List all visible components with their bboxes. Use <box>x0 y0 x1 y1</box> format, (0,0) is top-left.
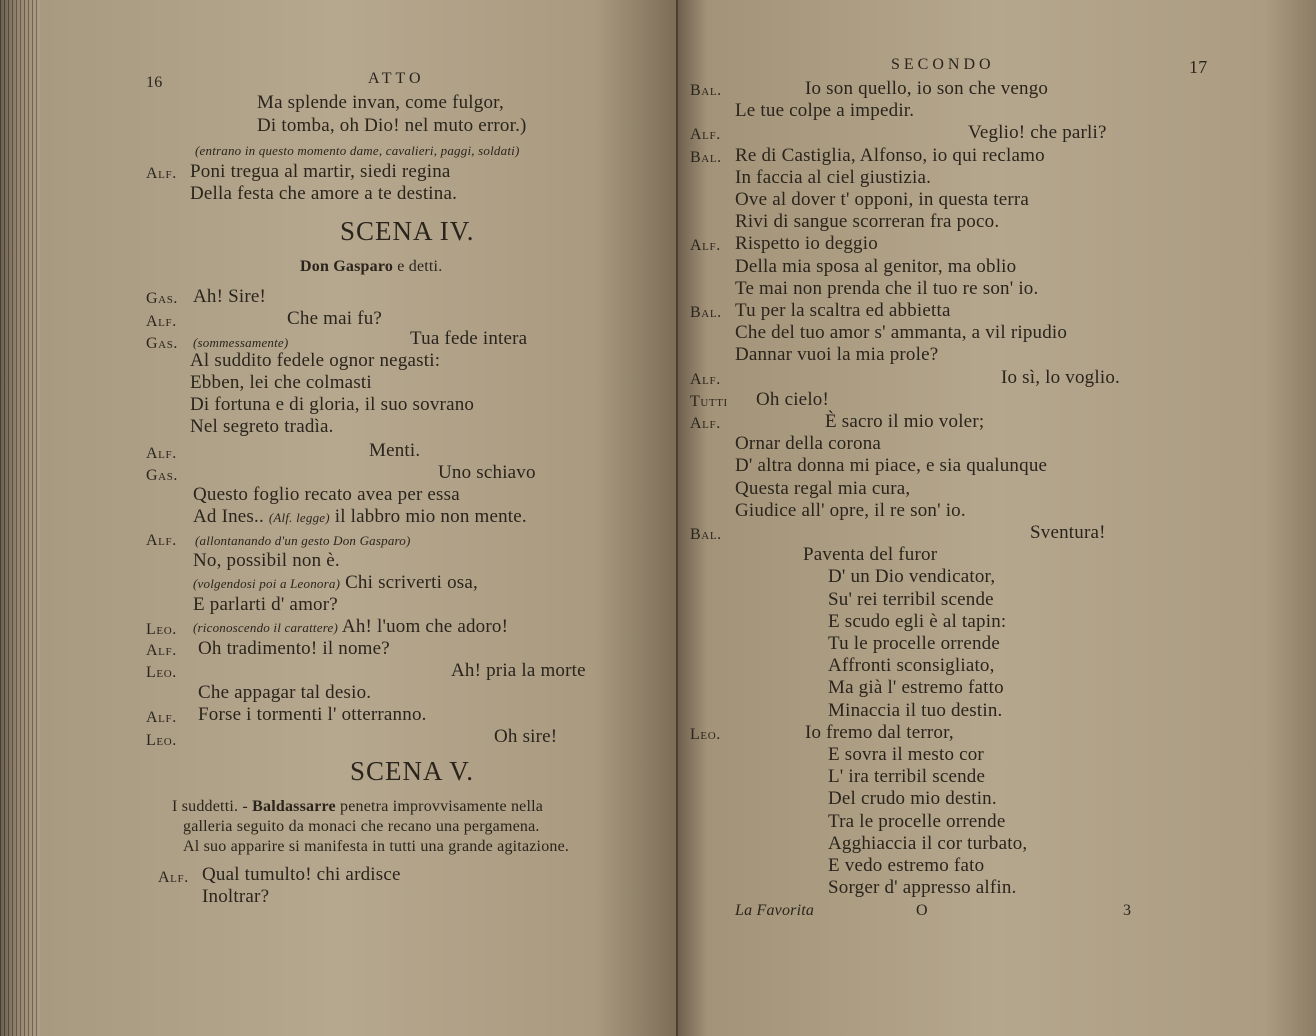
verse-line: Ma splende invan, come fulgor, <box>257 92 504 113</box>
speaker: Gas. <box>146 290 179 307</box>
speaker: Alf. <box>146 165 177 182</box>
cast-name: Don Gasparo <box>300 258 394 275</box>
verse-line: D' altra donna mi piace, e sia qualunque <box>735 455 1048 477</box>
scene-description: galleria seguito da monaci che recano una pergamena. <box>183 818 540 835</box>
stage-direction: (volgendosi poi a Leonora) <box>193 576 341 591</box>
cast-rest: e detti. <box>397 258 443 275</box>
speaker: Gas. <box>146 467 179 484</box>
verse-line: Ma già l' estremo fatto <box>828 677 1004 699</box>
verse-line: E vedo estremo fato <box>828 855 985 876</box>
speaker: Gas. <box>146 335 179 352</box>
desc-fragment: penetra improvvisamente nella <box>340 798 544 815</box>
speaker: Leo. <box>146 732 177 749</box>
verse-line: Questo foglio recato avea per essa <box>193 484 460 505</box>
verse-line: E scudo egli è al tapin: <box>828 610 1007 632</box>
verse-line: Le tue colpe a impedir. <box>735 100 915 122</box>
verse-line: Tra le procelle orrende <box>828 810 1006 832</box>
verse-line: Della mia sposa al genitor, ma oblio <box>735 255 1017 277</box>
verse-line: In faccia al ciel giustizia. <box>735 166 932 188</box>
page-number: 16 <box>146 74 163 91</box>
verse-line: Su' rei terribil scende <box>828 588 994 610</box>
verse-line: Sorger d' appresso alfin. <box>828 877 1017 899</box>
verse-line: Al suddito fedele ognor negasti: <box>190 350 441 371</box>
speaker: Alf. <box>146 445 177 462</box>
speaker: Alf. <box>146 313 177 330</box>
verse-line: Agghiaccia il cor turbato, <box>828 832 1028 854</box>
signature-number: 3 <box>1123 902 1132 919</box>
scene-title: SCENA IV. <box>340 216 475 246</box>
verse-line: E sovra il mesto cor <box>828 744 984 765</box>
verse-line: Tu per la scaltra ed abbietta <box>735 300 951 321</box>
verse-line: E parlarti d' amor? <box>193 594 338 615</box>
scene-title: SCENA V. <box>350 756 475 786</box>
verse-line: Giudice all' opre, il re son' io. <box>735 499 966 521</box>
stage-direction: (sommessamente) <box>193 335 289 350</box>
verse-line: Nel segreto tradìa. <box>190 416 334 437</box>
running-head: SECONDO <box>891 56 995 73</box>
verse-line: No, possibil non è. <box>193 550 340 571</box>
page-edges <box>0 0 40 1036</box>
speaker: Bal. <box>690 82 722 99</box>
speaker: Alf. <box>690 415 721 432</box>
speaker: Leo. <box>146 621 177 638</box>
verse-line: Ornar della corona <box>735 433 882 455</box>
desc-fragment: I suddetti. - <box>172 798 248 815</box>
verse-fragment: Chi scriverti osa, <box>345 572 478 593</box>
verse-line: Io son quello, io son che vengo <box>805 78 1049 99</box>
verse-line: Tu le procelle orrende <box>828 633 1001 654</box>
speaker: Alf. <box>690 370 721 388</box>
verse-line: Te mai non prenda che il tuo re son' io. <box>735 277 1039 299</box>
verse-fragment: Ah! l'uom che adoro! <box>341 616 509 637</box>
verse-line: Affronti sconsigliato, <box>828 655 995 677</box>
speaker: Alf. <box>146 709 177 726</box>
verse-line: Di tomba, oh Dio! nel muto error.) <box>257 115 527 136</box>
verse-line: Paventa del furor <box>803 544 938 566</box>
right-page <box>678 0 1316 1036</box>
running-head: ATTO <box>368 70 425 87</box>
verse-line: Inoltrar? <box>202 886 270 907</box>
verse-line <box>193 616 508 639</box>
verse-line: Io sì, lo voglio. <box>1001 366 1120 388</box>
verse-line <box>193 572 478 595</box>
speaker: Leo. <box>146 664 177 681</box>
speaker: Bal. <box>690 148 722 166</box>
verse-line: Ah! pria la morte <box>451 660 586 681</box>
scene-cast <box>300 256 442 278</box>
verse-fragment: il labbro mio non mente. <box>334 506 527 527</box>
verse-line: Di fortuna e di gloria, il suo sovrano <box>190 394 475 415</box>
verse-fragment: Ad Ines.. <box>193 506 264 527</box>
verse-line: Minaccia il tuo destin. <box>828 699 1003 721</box>
verse-line: Della festa che amore a te destina. <box>190 183 458 204</box>
speaker: Leo. <box>690 725 721 743</box>
verse-line: Che appagar tal desio. <box>198 682 372 703</box>
character-name: Baldassarre <box>252 798 336 815</box>
verse-line: Oh cielo! <box>756 388 830 410</box>
speaker: Bal. <box>690 304 722 321</box>
verse-line: Rivi di sangue scorreran fra poco. <box>735 211 1000 233</box>
speaker: Alf. <box>146 642 177 659</box>
stage-direction: (allontanando d'un gesto Don Gasparo) <box>195 533 411 548</box>
verse-line: Che mai fu? <box>287 308 383 329</box>
speaker: Alf. <box>158 869 189 886</box>
verse-line <box>193 506 527 529</box>
speaker: Alf. <box>146 532 177 549</box>
speaker: Alf. <box>690 126 721 144</box>
verse-line: Io fremo dal terror, <box>805 721 954 743</box>
verse-line: Oh sire! <box>494 726 558 747</box>
page-number: 17 <box>1189 57 1208 77</box>
speaker: Tutti <box>690 392 728 410</box>
verse-line: Dannar vuoi la mia prole? <box>735 344 939 366</box>
verse-line: È sacro il mio voler; <box>825 411 985 432</box>
verse-line: Oh tradimento! il nome? <box>198 638 390 659</box>
verse-line: Qual tumulto! chi ardisce <box>202 864 401 885</box>
scene-description <box>172 796 543 818</box>
verse-line: D' un Dio vendicator, <box>828 566 996 588</box>
verse-line: Ah! Sire! <box>193 286 267 307</box>
verse-line: Forse i tormenti l' otterranno. <box>198 704 427 725</box>
verse-line: Del crudo mio destin. <box>828 788 997 810</box>
stage-direction: (entrano in questo momento dame, cavalieri, paggi, soldati) <box>195 143 520 158</box>
signature-mark: O <box>916 902 928 919</box>
verse-line: Che del tuo amor s' ammanta, a vil ripudio <box>735 322 1068 344</box>
verse-line: Rispetto io deggio <box>735 233 878 255</box>
verse-line: Re di Castiglia, Alfonso, io qui reclamo <box>735 144 1045 166</box>
stage-direction: (Alf. legge) <box>268 510 330 525</box>
verse-line: Veglio! che parli? <box>968 122 1107 144</box>
verse-line: Questa regal mia cura, <box>735 477 911 499</box>
verse-line: Ove al dover t' opponi, in questa terra <box>735 189 1030 210</box>
speaker: Alf. <box>690 237 721 255</box>
verse-line: Poni tregua al martir, siedi regina <box>190 161 451 182</box>
stage-direction: (riconoscendo il carattere) <box>193 620 338 635</box>
verse-line: Ebben, lei che colmasti <box>190 372 372 393</box>
speaker: Bal. <box>690 526 722 543</box>
verse-line: Uno schiavo <box>438 462 536 483</box>
verse-line: Sventura! <box>1030 522 1106 543</box>
scene-description: Al suo apparire si manifesta in tutti una grande agitazione. <box>183 838 570 855</box>
verse-line: Menti. <box>369 440 421 461</box>
verse-line: Tua fede intera <box>410 328 528 349</box>
footer-title: La Favorita <box>735 902 815 919</box>
verse-line: L' ira terribil scende <box>828 766 986 788</box>
